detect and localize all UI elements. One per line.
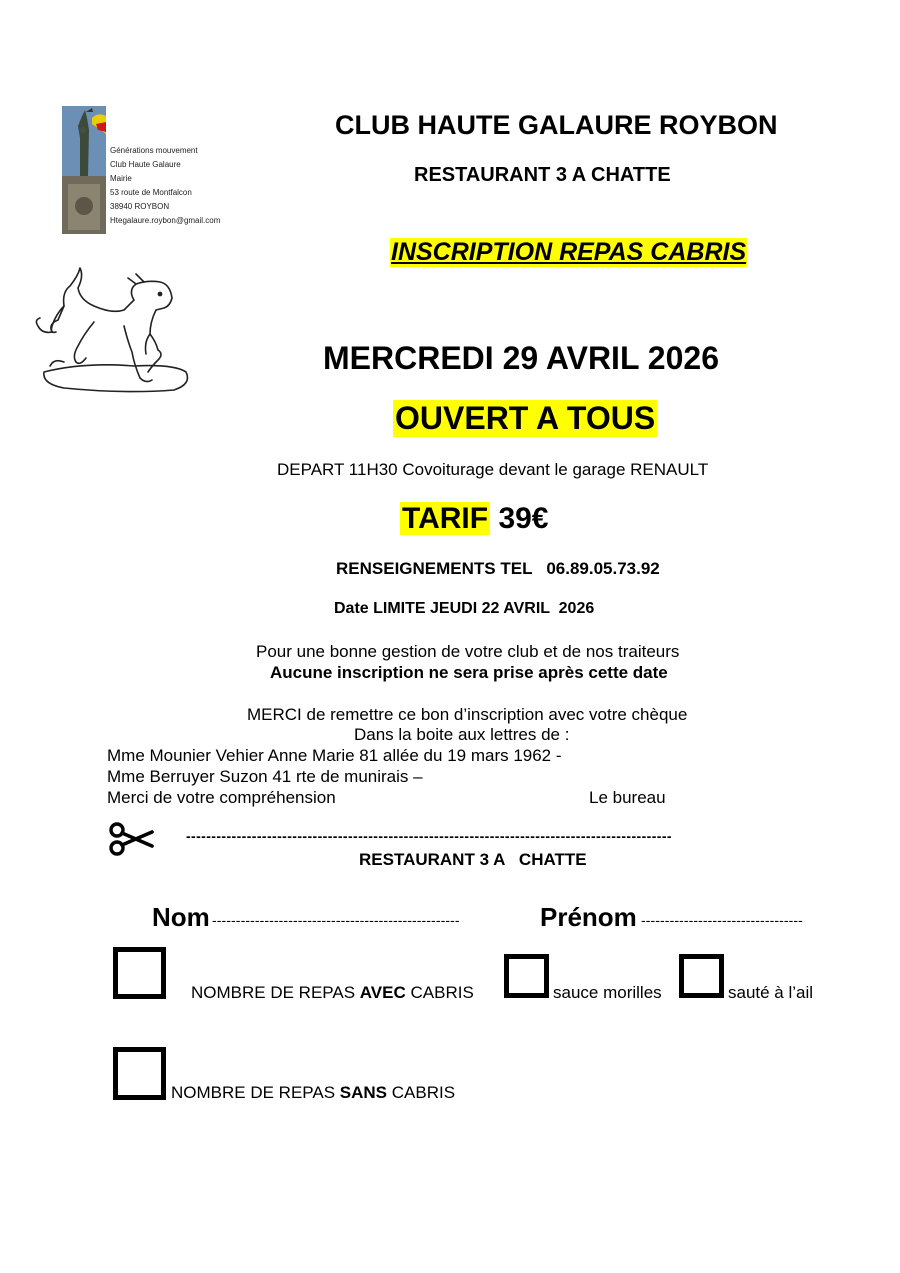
scissors-icon xyxy=(108,822,154,856)
logo-address-block xyxy=(110,144,220,228)
without-goat-label xyxy=(171,1083,455,1103)
with-goat-suffix: CABRIS xyxy=(405,983,474,1002)
price-label: TARIF xyxy=(402,502,489,535)
logo-line: 38940 ROYBON xyxy=(110,202,170,211)
with-goat-label xyxy=(191,983,474,1003)
statue-of-liberty-logo-icon xyxy=(62,106,106,234)
without-goat-bold: SANS xyxy=(339,1083,388,1102)
mailbox-instructions: Dans la boite aux lettres de : xyxy=(354,725,570,744)
logo-line: Mairie xyxy=(110,174,132,183)
without-goat-count-box[interactable] xyxy=(113,1047,166,1100)
garlic-saute-box[interactable] xyxy=(679,954,724,998)
departure-info: DEPART 11H30 Covoiturage devant le garage RENAULT xyxy=(277,460,709,479)
first-name-label: Prénom xyxy=(540,902,637,932)
registration-deadline: Date LIMITE JEUDI 22 AVRIL 2026 xyxy=(334,600,595,617)
thanks-text: Merci de votre compréhension xyxy=(107,788,336,807)
contact-phone: RENSEIGNEMENTS TEL 06.89.05.73.92 xyxy=(336,559,660,578)
notice-line: Pour une bonne gestion de votre club et de nos traiteurs xyxy=(256,642,680,661)
without-goat-prefix: NOMBRE DE REPAS xyxy=(171,1083,340,1102)
last-name-label: Nom xyxy=(152,902,210,932)
morel-sauce-label: sauce morilles xyxy=(553,983,662,1002)
garlic-saute-label: sauté à l’ail xyxy=(728,983,814,1002)
return-instructions: MERCI de remettre ce bon d’inscription avec votre chèque xyxy=(247,705,688,724)
signature-bureau: Le bureau xyxy=(589,788,666,807)
goat-drawing-icon xyxy=(24,262,192,402)
restaurant-title: RESTAURANT 3 A CHATTE xyxy=(414,164,671,186)
without-goat-suffix: CABRIS xyxy=(387,1083,456,1102)
club-title: CLUB HAUTE GALAURE ROYBON xyxy=(335,110,778,140)
morel-sauce-box[interactable] xyxy=(504,954,549,998)
contact-address-1: Mme Mounier Vehier Anne Marie 81 allée du 19 mars 1962 - xyxy=(107,746,562,765)
open-to-all-banner: OUVERT A TOUS xyxy=(395,400,656,436)
slip-restaurant: RESTAURANT 3 A CHATTE xyxy=(359,850,587,869)
with-goat-bold: AVEC xyxy=(359,983,406,1002)
logo-line: Club Haute Galaure xyxy=(110,160,181,169)
notice-warning: Aucune inscription ne sera prise après cette date xyxy=(270,663,668,682)
with-goat-prefix: NOMBRE DE REPAS xyxy=(191,983,360,1002)
event-date: MERCREDI 29 AVRIL 2026 xyxy=(323,340,719,376)
logo-line: 53 route de Montfalcon xyxy=(110,188,192,197)
price-value: 39€ xyxy=(498,502,549,535)
last-name-field[interactable]: ---------------------------------------------------- xyxy=(212,912,460,928)
cut-line: ------------------------------------------------------------------------------------------------ xyxy=(186,828,672,844)
logo-email: Htegalaure.roybon@gmail.com xyxy=(110,216,221,225)
club-logo xyxy=(62,106,222,236)
first-name-field[interactable]: ---------------------------------- xyxy=(641,912,803,928)
with-goat-count-box[interactable] xyxy=(113,947,166,999)
contact-address-2: Mme Berruyer Suzon 41 rte de munirais – xyxy=(107,767,423,786)
inscription-title: INSCRIPTION REPAS CABRIS xyxy=(391,238,747,266)
price-line xyxy=(400,502,549,536)
logo-line: Générations mouvement xyxy=(110,146,198,155)
